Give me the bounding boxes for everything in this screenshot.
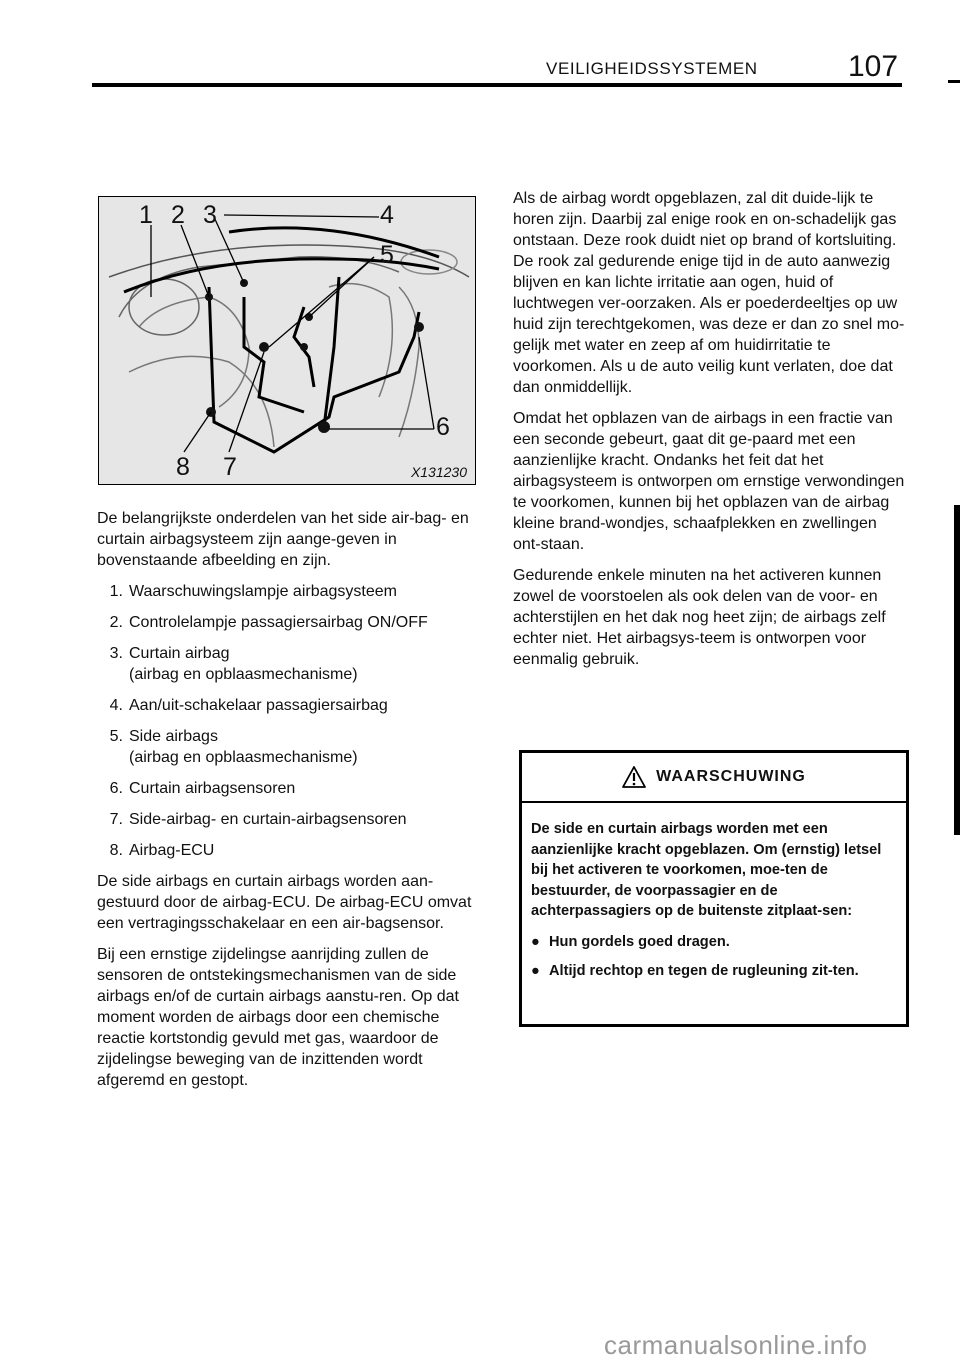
list-item: 6. Curtain airbagsensoren bbox=[109, 780, 296, 797]
callout-6: 6 bbox=[436, 413, 450, 441]
intro-paragraph: De belangrijkste onderdelen van het side air-bag‑ en curtain airbagsysteem zijn aange-geven in bovenstaande afbeelding en zijn. bbox=[97, 510, 469, 569]
callout-1: 1 bbox=[139, 201, 153, 229]
list-item: 2. Controlelampje passagiersairbag ON/OFF bbox=[109, 614, 428, 631]
force-paragraph: Omdat het opblazen van de airbags in een fractie van een seconde gebeurt, gaat dit ge-paard met een aanzienlijke kracht. Ondanks het feit dat het airbagsysteem is ontworpen om ernstige verwondingen te voorkomen, kunnen bij het opblazen van de airbag kleine brand-wondjes, schaafplekken en zwellingen ont-staan. bbox=[513, 410, 905, 553]
list-item: 8. Airbag‑ECU bbox=[109, 842, 215, 859]
collision-paragraph: Bij een ernstige zijdelingse aanrijding zullen de sensoren de ontstekingsmechanismen van de side airbags en/of de curtain airbags aanstu-ren. Op dat moment worden de airbags door een chemische reactie kortstondig gevuld met gas, waardoor de zijdelingse beweging van de inzittenden wordt afgeremd en gestopt. bbox=[97, 946, 459, 1089]
right-column bbox=[513, 188, 905, 680]
callout-2: 2 bbox=[171, 201, 185, 229]
watermark: carmanualsonline.info bbox=[604, 1330, 868, 1360]
callout-8: 8 bbox=[176, 453, 190, 481]
page-number: 107 bbox=[848, 50, 899, 83]
warning-title: WAARSCHUWING bbox=[656, 768, 806, 785]
list-item: 3. Curtain airbag (airbag en opblaasmechanisme) bbox=[109, 645, 358, 683]
list-item: 1. Waarschuwingslampje airbagsysteem bbox=[109, 583, 397, 600]
inflation-paragraph: Als de airbag wordt opgeblazen, zal dit duide-lijk te horen zijn. Daarbij zal enige rook en on-schadelijk gas ontstaan. Deze rook duidt niet op brand of kortsluiting. De rook zal gedurende enige tijd in de auto aanwezig blijven en kan lichte irritatie aan ogen, huid of luchtwegen ver-oorzaken. Als er poederdeeltjes op uw huid zijn terechtgekomen, was deze er dan zo snel mo-gelijk met water en zeep af om huidirritatie te voorkomen. Als u de auto veilig kunt verlaten, doe dat dan onmiddellijk. bbox=[513, 190, 905, 396]
list-item: 7. Side‑airbag‑ en curtain‑airbagsensoren bbox=[109, 811, 407, 828]
warning-bullet: ● Altijd rechtop en tegen de rugleuning zit-ten. bbox=[531, 963, 859, 979]
warning-header bbox=[522, 753, 906, 803]
callout-7: 7 bbox=[223, 453, 237, 481]
heat-paragraph: Gedurende enkele minuten na het activeren kunnen zowel de voorstoelen als ook delen van de voor‑ en achterstijlen en het dak nog heet zijn; de airbags zelf echter niet. Het airbagsys-teem is ontworpen voor eenmalig gebruik. bbox=[513, 567, 886, 668]
left-column bbox=[97, 508, 487, 1101]
car-interior-illustration bbox=[99, 197, 475, 484]
callout-3: 3 bbox=[203, 201, 217, 229]
figure-code: X131230 bbox=[410, 464, 467, 480]
callout-4: 4 bbox=[380, 201, 394, 229]
warning-bullet: ● Hun gordels goed dragen. bbox=[531, 933, 730, 950]
airbag-diagram bbox=[98, 196, 476, 485]
component-list bbox=[97, 581, 487, 861]
header-rule bbox=[92, 83, 902, 87]
header-tick bbox=[948, 80, 960, 83]
list-item: 4. Aan/uit‑schakelaar passagiersairbag bbox=[109, 697, 388, 714]
ecu-paragraph: De side airbags en curtain airbags worden aan-gestuurd door de airbag‑ECU. De airbag‑ECU omvat een vertragingsschakelaar en een air-bagsensor. bbox=[97, 873, 472, 932]
callout-5: 5 bbox=[380, 241, 394, 269]
section-title: VEILIGHEIDSSYSTEMEN bbox=[546, 59, 758, 78]
warning-box bbox=[519, 750, 909, 1027]
page-edge-marker bbox=[954, 505, 960, 835]
list-item: 5. Side airbags (airbag en opblaasmechanisme) bbox=[109, 728, 358, 766]
warning-text: De side en curtain airbags worden met een aanzienlijke kracht opgeblazen. Om (ernstig) letsel bij het activeren te voorkomen, moe-ten de bestuurder, de voorpassagier en de achterpassagiers op de buitenste zitplaat-sen: bbox=[531, 821, 882, 919]
warning-triangle-icon bbox=[622, 766, 646, 788]
